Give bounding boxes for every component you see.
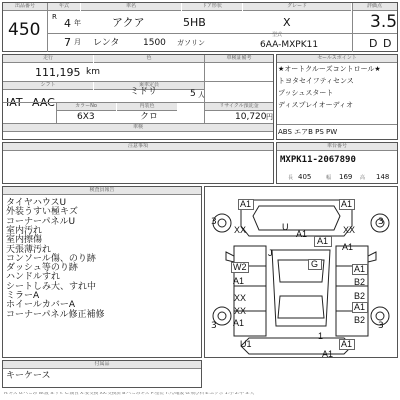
color-no-value: 6X3: [77, 112, 95, 122]
damage-lower-bottom: 1: [318, 331, 324, 341]
damage-front-right-top: A1: [341, 199, 353, 209]
history-label: 車検証備考: [205, 55, 273, 63]
inspector-note-item: ホイールカバーA: [6, 300, 75, 311]
damage-rear-left-b2: B2: [354, 291, 366, 301]
shift-iat: IAT: [6, 96, 23, 109]
damage-rear-bottom-right: A1: [341, 339, 353, 349]
accessories-label: 付属品: [3, 361, 201, 369]
damage-left-front-fender: A1: [342, 242, 354, 252]
sales-point-item: ディスプレイオーディオ: [278, 101, 354, 109]
lot-number: 450: [8, 20, 41, 40]
color-label: 色: [94, 55, 204, 63]
sales-point-item: プッシュスタート: [278, 89, 334, 97]
width-value: 169: [339, 173, 353, 181]
inspector-note-item: コンソール傷、のり跡: [6, 253, 96, 264]
height-label: 高: [360, 175, 366, 181]
equipment-value: ABS エアB PS PW: [278, 128, 338, 136]
footer-legend: A:キズ U:へこみ W:波 S:サビ C:腐食 X:要交換 XX:交換済 B:へこみキズ P:塗装 Y:穴/亀裂 G:飛び石 E:エクボ 1:小 2:中 3:大: [4, 392, 255, 396]
shift-label: シフト: [3, 82, 93, 90]
damage-lower-left-g: A1: [233, 318, 245, 328]
damage-left-roof: J: [268, 248, 273, 258]
score-value: 3.5: [370, 12, 398, 32]
damage-right-rear: A1: [354, 302, 366, 312]
inspector-note-item: ミラーA: [6, 291, 40, 301]
accessories-value: キーケース: [6, 371, 51, 381]
recycle-value: 10,720: [235, 112, 267, 122]
doors-label: ドア形状: [182, 3, 242, 11]
interior-color-value: クロ: [140, 112, 159, 122]
exterior-score: D: [383, 37, 392, 50]
capacity-value: 5: [190, 89, 196, 99]
width-label: 幅: [326, 175, 332, 181]
capacity-unit: 人: [198, 91, 205, 99]
damage-right-rear-door: B2: [354, 277, 366, 287]
inspector-note-item: 室内擦傷: [6, 235, 43, 246]
inspection-label: 車検: [3, 124, 273, 132]
inspector-label: 検査員報告: [3, 187, 201, 195]
inspector-note-item: 室内汚れ: [6, 225, 43, 236]
model-label: 型式: [272, 32, 283, 38]
sales-points-label: セールスポイント: [277, 55, 397, 63]
frame-number: MXPK11-2067890: [280, 155, 356, 165]
length-value: 405: [298, 173, 312, 181]
color-no-label: カラーNo: [56, 103, 116, 111]
inspector-note-item: ハンドルすれ: [6, 272, 61, 283]
car-name-label: 車名: [81, 3, 181, 11]
damage-hood-u: U: [282, 222, 289, 232]
sales-point-item: トヨタセイフティセンス: [278, 77, 354, 85]
damage-rear-right-b2: B2: [354, 315, 366, 325]
frame-label: 車台番号: [277, 143, 397, 151]
grade-label: グレード: [243, 3, 351, 11]
damage-right-front-door: A1: [354, 264, 366, 274]
displacement: 1500: [143, 38, 166, 48]
score-label: 評価点: [352, 3, 397, 11]
grade-value: X: [283, 16, 291, 29]
height-value: 148: [376, 173, 390, 181]
month-unit: 月: [74, 38, 81, 46]
inspector-note-item: ダッシュ等のり跡: [6, 263, 78, 274]
rear-right-wheel-score: 3: [378, 321, 384, 331]
damage-front-bumper-right: XX: [343, 225, 356, 235]
inspector-note-item: コーナーパネルU: [6, 216, 76, 227]
damage-front-bumper-left: XX: [234, 225, 247, 235]
inspector-note-item: タイヤハウスU: [6, 198, 67, 208]
sales-point-item: ★オートクルーズコントロール★: [278, 65, 381, 73]
capacity-label: 乗車定員: [94, 82, 204, 90]
notes-section-label: 注意事項: [3, 143, 273, 151]
damage-right-front-fender: A1: [317, 236, 329, 246]
recycle-unit: 円: [266, 113, 273, 121]
year-number: 4: [64, 17, 71, 30]
damage-front-left-top: A1: [240, 199, 252, 209]
damage-left-front-door: W2: [233, 262, 247, 272]
car-name: アクア: [112, 16, 145, 29]
interior-score: D: [369, 37, 378, 50]
rental-flag: レンタ: [93, 38, 120, 48]
body-type: 5HB: [183, 16, 206, 29]
front-left-wheel-score: 3: [211, 217, 217, 227]
length-label: 長: [288, 175, 294, 181]
mileage-value: 111,195: [35, 66, 81, 79]
year-unit: 年: [74, 19, 81, 27]
inspector-note-item: 天張薄汚れ: [6, 244, 52, 255]
year-label: 年式: [48, 3, 80, 11]
lot-label: 出品番号: [3, 3, 47, 11]
fuel: ガソリン: [177, 39, 205, 47]
model-code: 6AA-MXPK11: [260, 40, 319, 50]
damage-rear-bottom-left: U1: [240, 339, 252, 349]
damage-left-rear-door: XX: [234, 293, 247, 303]
damage-left-rear-door-2: XX: [234, 306, 247, 316]
front-right-wheel-score: 3: [378, 217, 384, 227]
damage-rear-bumper: A1: [322, 349, 334, 359]
color-value: ミドリ: [130, 87, 158, 97]
rear-left-wheel-score: 3: [211, 321, 217, 331]
damage-center-g: G: [311, 259, 319, 269]
inspector-note-item: コーナーパネル修正補修: [6, 309, 105, 320]
interior-color-label: 内装色: [117, 103, 177, 111]
mileage-unit: km: [86, 67, 100, 77]
damage-hood-a1: A1: [296, 229, 308, 239]
era-letter: R: [52, 13, 57, 21]
inspector-note-item: シートしみ大、すれ中: [6, 281, 97, 292]
inspector-note-item: 外装うすい極キズ: [6, 207, 78, 218]
shift-aac: AAC: [32, 96, 55, 109]
recycle-label: リサイクル預託金: [205, 103, 273, 111]
month-number: 7: [64, 36, 71, 49]
mileage-label: 走行: [3, 55, 93, 63]
damage-left-front-door-a1: A1: [233, 276, 245, 286]
